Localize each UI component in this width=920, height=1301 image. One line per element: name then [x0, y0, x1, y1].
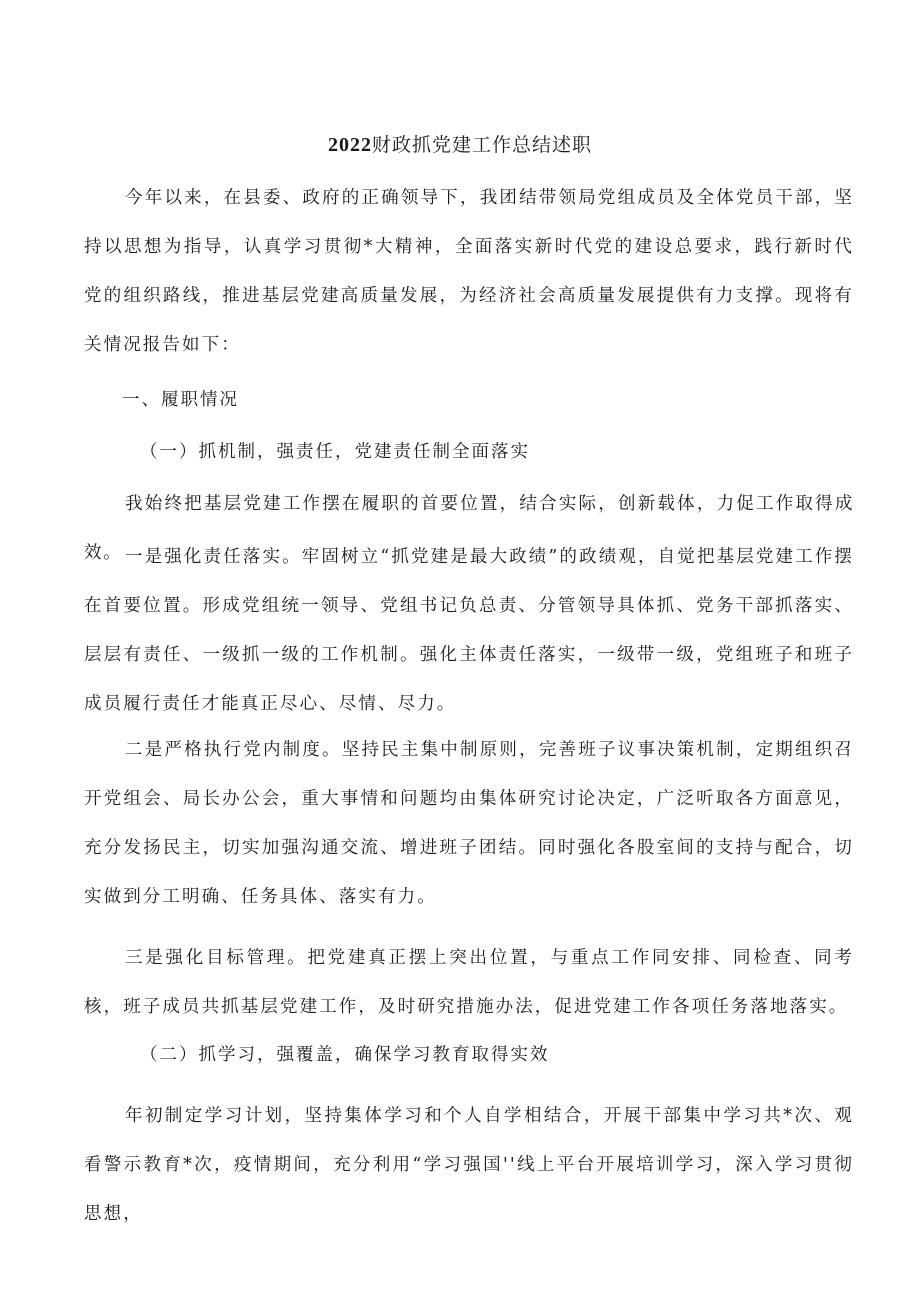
- point3-paragraph: 三是强化目标管理。把党建真正摆上突出位置，与重点工作同安排、同检查、同考核，班子成员共抓基层党建工作，及时研究措施办法，促进党建工作各项任务落地落实。: [84, 948, 854, 1017]
- title-text: 财政抓党建工作总结述职: [371, 134, 592, 156]
- subsection2-heading: （二）抓学习，强覆盖，确保学习教育取得实效: [140, 1045, 550, 1065]
- subsection1-heading: （一）抓机制，强责任，党建责任制全面落实: [140, 442, 530, 462]
- intro-paragraph: 今年以来，在县委、政府的正确领导下，我团结带领局党组成员及全体党员干部，坚持以思想为指导，认真学习贯彻*大精神，全面落实新时代党的建设总要求，践行新时代党的组织路线，推进基层党建高质量发展，为经济社会高质量发展提供有力支撑。现将有关情况报告如下：: [84, 188, 854, 355]
- point2-paragraph: 二是严格执行党内制度。坚持民主集中制原则，完善班子议事决策机制，定期组织召开党组会、局长办公会，重大事情和问题均由集体研究讨论决定，广泛听取各方面意见，充分发扬民主，切实加强沟通交流、增进班子团结。同时强化各股室间的支持与配合，切实做到分工明确、任务具体、落实有力。: [84, 740, 854, 907]
- section1-heading: 一、履职情况: [122, 390, 239, 410]
- subsection2-paragraph: 年初制定学习计划，坚持集体学习和个人自学相结合，开展干部集中学习共*次、观看警示教育*次，疫情期间，充分利用“学习强国''线上平台开展培训学习，深入学习贯彻思想，: [84, 1106, 854, 1224]
- document-title: [0, 130, 920, 157]
- point1-paragraph: 一是强化责任落实。牢固树立“抓党建是最大政绩”的政绩观，自觉把基层党建工作摆在首要位置。形成党组统一领导、党组书记负总责、分管领导具体抓、党务干部抓落实、层层有责任、一级抓一级的工作机制。强化主体责任落实，一级带一级，党组班子和班子成员履行责任才能真正尽心、尽情、尽力。: [84, 547, 854, 714]
- subsection1-intro: 我始终把基层党建工作摆在履职的首要位置，结合实际，创新载体，力促工作取得成效。: [84, 494, 854, 563]
- title-year: 2022: [327, 134, 372, 156]
